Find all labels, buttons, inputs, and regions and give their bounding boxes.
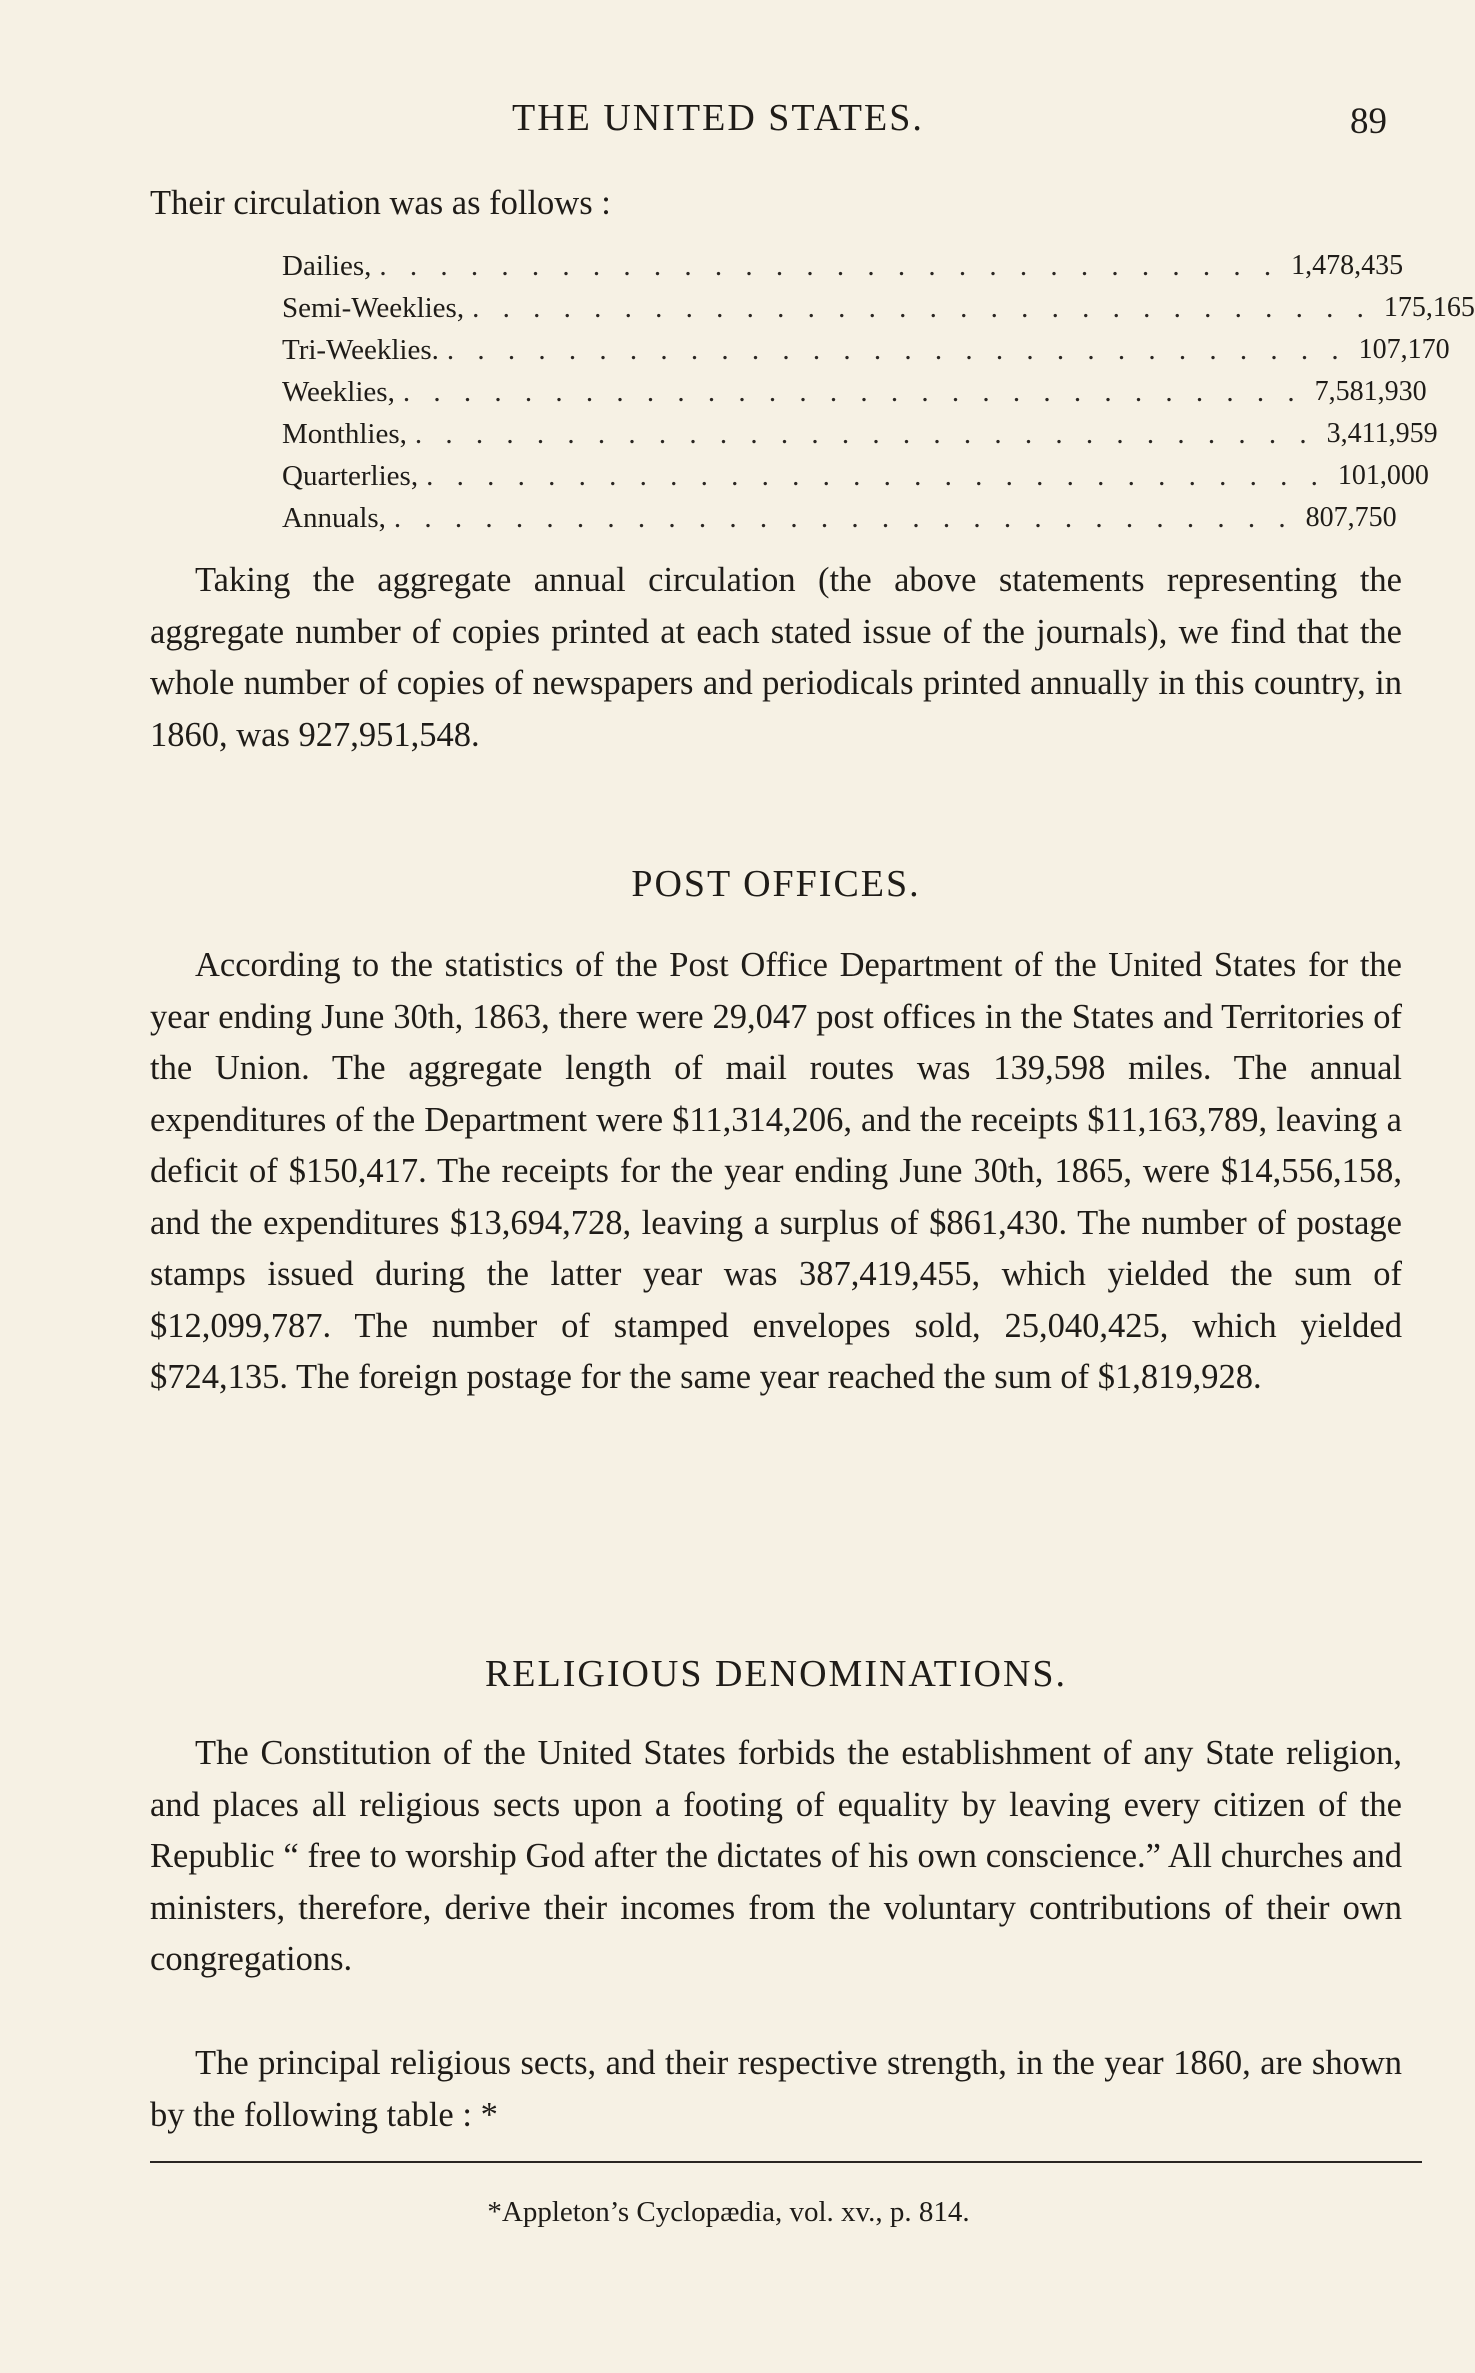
leader-dots: . . . . . . . . . . . . . . . . . . . . . . . . . . . . . . <box>393 502 1294 534</box>
running-title: THE UNITED STATES. <box>512 97 924 139</box>
section-heading-post-offices: POST OFFICES. <box>631 863 921 905</box>
page-number: 89 <box>1350 101 1387 142</box>
footnote: *Appleton’s Cyclopædia, vol. xv., p. 814. <box>487 2196 970 2228</box>
row-label: Dailies, <box>282 250 372 282</box>
section-heading-religious: RELIGIOUS DENOMINATIONS. <box>484 1653 1068 1695</box>
row-label: Annuals, <box>282 502 386 534</box>
table-row <box>282 497 1397 539</box>
row-label: Semi-Weeklies, <box>282 292 465 324</box>
table-row <box>282 329 1450 371</box>
leader-dots: . . . . . . . . . . . . . . . . . . . . . . . . . . . . . . <box>426 460 1326 492</box>
row-value: 107,170 <box>1358 334 1450 365</box>
table-row <box>282 371 1427 413</box>
table-row <box>282 245 1404 287</box>
leader-dots: . . . . . . . . . . . . . . . . . . . . . . . . . . . . . . <box>402 376 1303 408</box>
leader-dots: . . . . . . . . . . . . . . . . . . . . . . . . . . . . . . <box>414 418 1315 450</box>
circulation-intro: Their circulation was as follows : <box>150 184 611 222</box>
table-row <box>282 287 1475 329</box>
row-value: 101,000 <box>1337 460 1429 491</box>
table-row <box>282 413 1438 455</box>
running-head <box>150 96 1397 148</box>
circulation-summary: Taking the aggregate annual circulation (the above statements representing the aggregate number of copies printed at each stated issue of the journals), we find that the whole number of copies of newspapers and periodicals printed annually in this country, in 1860, was 927,951,548. <box>150 561 1402 754</box>
row-value: 807,750 <box>1305 502 1397 533</box>
row-label: Quarterlies, <box>282 460 419 492</box>
religious-paragraph-2: The principal religious sects, and their respective strength, in the year 1860, are shown by the following table : * <box>150 2044 1402 2134</box>
row-value: 175,165 <box>1383 292 1475 323</box>
post-offices-paragraph: According to the statistics of the Post Office Department of the United States for the year ending June 30th, 1863, there were 29,047 post offices in the States and Territories of the Union. The aggregate length of mail routes was 139,598 miles. The annual expenditures of the Department were $11,314,206, and the receipts $11,163,789, leaving a deficit of $150,417. The receipts for the year ending June 30th, 1865, were $14,556,158, and the expenditures $13,694,728, leaving a surplus of $861,430. The number of postage stamps issued during the latter year was 387,419,455, which yielded the sum of $12,099,787. The number of stamped envelopes sold, 25,040,425, which yielded $724,135. The foreign postage for the same year reached the sum of $1,819,928. <box>150 946 1402 1396</box>
leader-dots: . . . . . . . . . . . . . . . . . . . . . . . . . . . . . . <box>472 292 1372 324</box>
row-value: 1,478,435 <box>1291 250 1404 281</box>
religious-paragraph-1: The Constitution of the United States forbids the establishment of any State religion, and places all religious sects upon a footing of equality by leaving every citizen of the Republic “ free to worship God after the dictates of his own conscience.” All churches and ministers, therefore, derive their incomes from the voluntary contributions of their own congregations. <box>150 1734 1402 1978</box>
leader-dots: . . . . . . . . . . . . . . . . . . . . . . . . . . . . . . <box>446 334 1347 366</box>
row-value: 3,411,959 <box>1326 418 1438 449</box>
circulation-table <box>282 245 1475 539</box>
row-label: Monthlies, <box>282 418 407 450</box>
row-label: Weeklies, <box>282 376 395 408</box>
row-value: 7,581,930 <box>1314 376 1427 407</box>
row-label: Tri-Weeklies. <box>282 334 439 366</box>
footnote-divider <box>150 2161 1422 2163</box>
table-row <box>282 455 1429 497</box>
leader-dots: . . . . . . . . . . . . . . . . . . . . . . . . . . . . . . <box>379 250 1280 282</box>
